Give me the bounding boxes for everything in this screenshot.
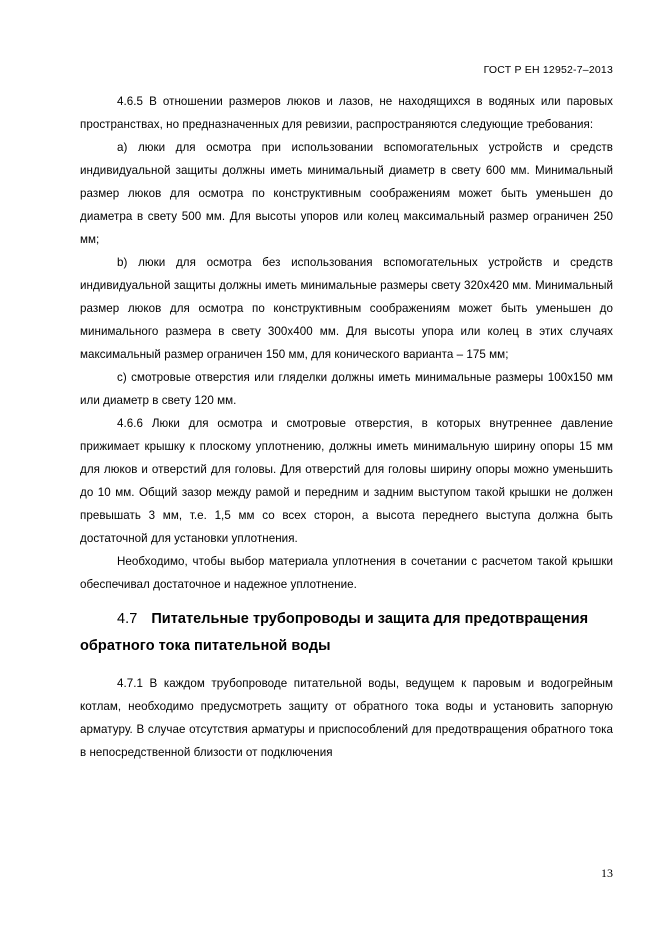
paragraph-necessity: Необходимо, чтобы выбор материала уплотнения в сочетании с расчетом такой крышки обеспечивал достаточное и надежное уплотнение. (80, 555, 613, 591)
paragraph-4-6-5: 4.6.5 В отношении размеров люков и лазов, не находящихся в водяных или паровых пространствах, но предназначенных для ревизии, распространяются следующие требования: (80, 95, 613, 131)
document-header: ГОСТ Р ЕН 12952-7–2013 (483, 64, 613, 76)
paragraph-4-7-1: 4.7.1 В каждом трубопроводе питательной воды, ведущем к паровым и водогрейным котлам, необходимо предусмотреть защиту от обратного тока воды и установить запорную арматуру. В случае отсутствия арматуры и приспособлений для предотвращения обратного тока в непосредственной близости от подключения (80, 677, 613, 759)
section-title: Питательные трубопроводы и защита для предотвращения обратного тока питательной воды (80, 611, 589, 654)
page-number: 13 (601, 866, 613, 880)
list-item-b: b) люки для осмотра без использования вспомогательных устройств и средств индивидуальной защиты должны иметь минимальные размеры свету 320х420 мм. Минимальный размер люков для осмотра по конструктивным соображениям может быть уменьшен до минимального размера в свету 300х400 мм. Для высоты упора или колец в этих случаях максимальный размер ограничен 150 мм, для конического варианта – 175 мм; (80, 256, 613, 361)
paragraph-4-6-6: 4.6.6 Люки для осмотра и смотровые отверстия, в которых внутреннее давление прижимает крышку к плоскому уплотнению, должны иметь минимальную ширину опоры 15 мм для люков и отверстий для головы. Для отверстий для головы ширину опоры можно уменьшить до 10 мм. Общий зазор между рамой и передним и задним выступом такой крышки не должен превышать 3 мм, т.е. 1,5 мм со всех сторон, а высота переднего выступа должна быть достаточной для установки уплотнения. (80, 417, 613, 545)
section-number: 4.7 (117, 611, 138, 627)
list-item-a: а) люки для осмотра при использовании вспомогательных устройств и средств индивидуальной защиты должны иметь минимальный диаметр в свету 600 мм. Минимальный размер люков для осмотра по конструктивным соображениям может быть уменьшен до диаметра в свету 500 мм. Для высоты упоров или колец максимальный размер ограничен 250 мм; (80, 141, 613, 246)
section-heading-4-7 (80, 606, 613, 660)
document-body (80, 90, 613, 764)
list-item-c: с) смотровые отверстия или гляделки должны иметь минимальные размеры 100х150 мм или диаметр в свету 120 мм. (80, 371, 613, 407)
